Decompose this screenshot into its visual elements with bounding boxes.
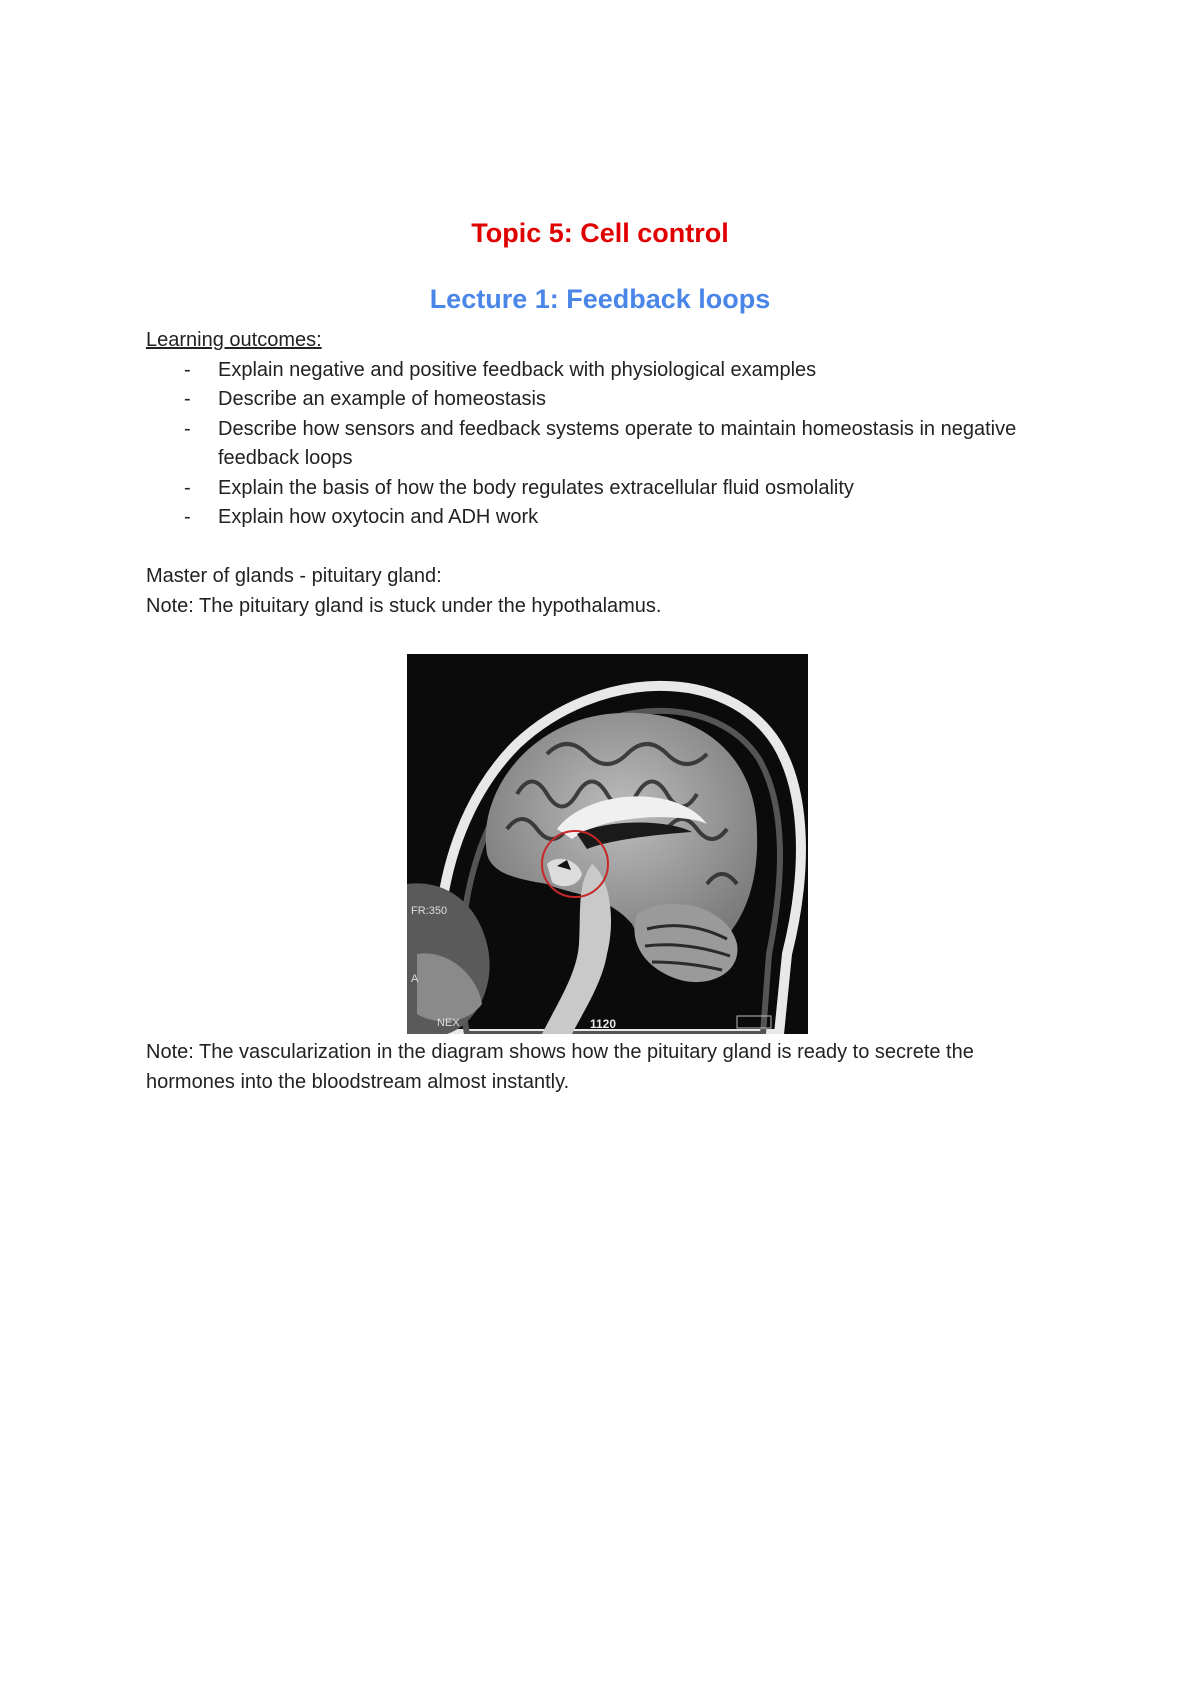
dash-bullet: - [184, 388, 191, 410]
section-heading: Master of glands - pituitary gland: [146, 565, 442, 587]
scan-label-a: A [411, 973, 419, 985]
scan-label-bottom: 1120 [590, 1017, 617, 1031]
list-item [146, 474, 1046, 504]
list-item-text: Describe an example of homeostasis [218, 388, 546, 410]
list-item-text: Explain how oxytocin and ADH work [218, 506, 539, 528]
scan-label-nex: NEX [437, 1017, 460, 1029]
note-vascularization: Note: The vascularization in the diagram shows how the pituitary gland is ready to secrete the hormones into the bloodstream almost instantly. [146, 1041, 974, 1093]
list-item-text: Describe how sensors and feedback systems operate to maintain homeostasis in negative feedback loops [218, 417, 1017, 469]
list-item-text: Explain the basis of how the body regulates extracellular fluid osmolality [218, 476, 854, 499]
list-item-text: Explain negative and positive feedback with physiological examples [218, 358, 817, 381]
lecture-title: Lecture 1: Feedback loops [429, 284, 771, 314]
list-item [146, 385, 1046, 415]
scan-label-left: FR:350 [411, 905, 448, 917]
list-item [146, 415, 1046, 474]
mri-brain-scan-drawing [407, 654, 808, 1034]
dash-bullet: - [184, 506, 191, 528]
learning-outcomes-list [146, 356, 1046, 533]
dash-bullet: - [184, 417, 191, 440]
dash-bullet: - [184, 476, 191, 499]
note-hypothalamus: Note: The pituitary gland is stuck under the hypothalamus. [146, 594, 662, 617]
list-item [146, 503, 1046, 533]
blank-line [146, 533, 1046, 563]
dash-bullet: - [184, 358, 191, 381]
learning-outcomes-label: Learning outcomes: [146, 329, 322, 351]
list-item [146, 356, 1046, 386]
content-body [146, 326, 1046, 621]
topic-title: Topic 5: Cell control [471, 218, 729, 248]
mri-brain-scan-image [407, 654, 808, 1034]
